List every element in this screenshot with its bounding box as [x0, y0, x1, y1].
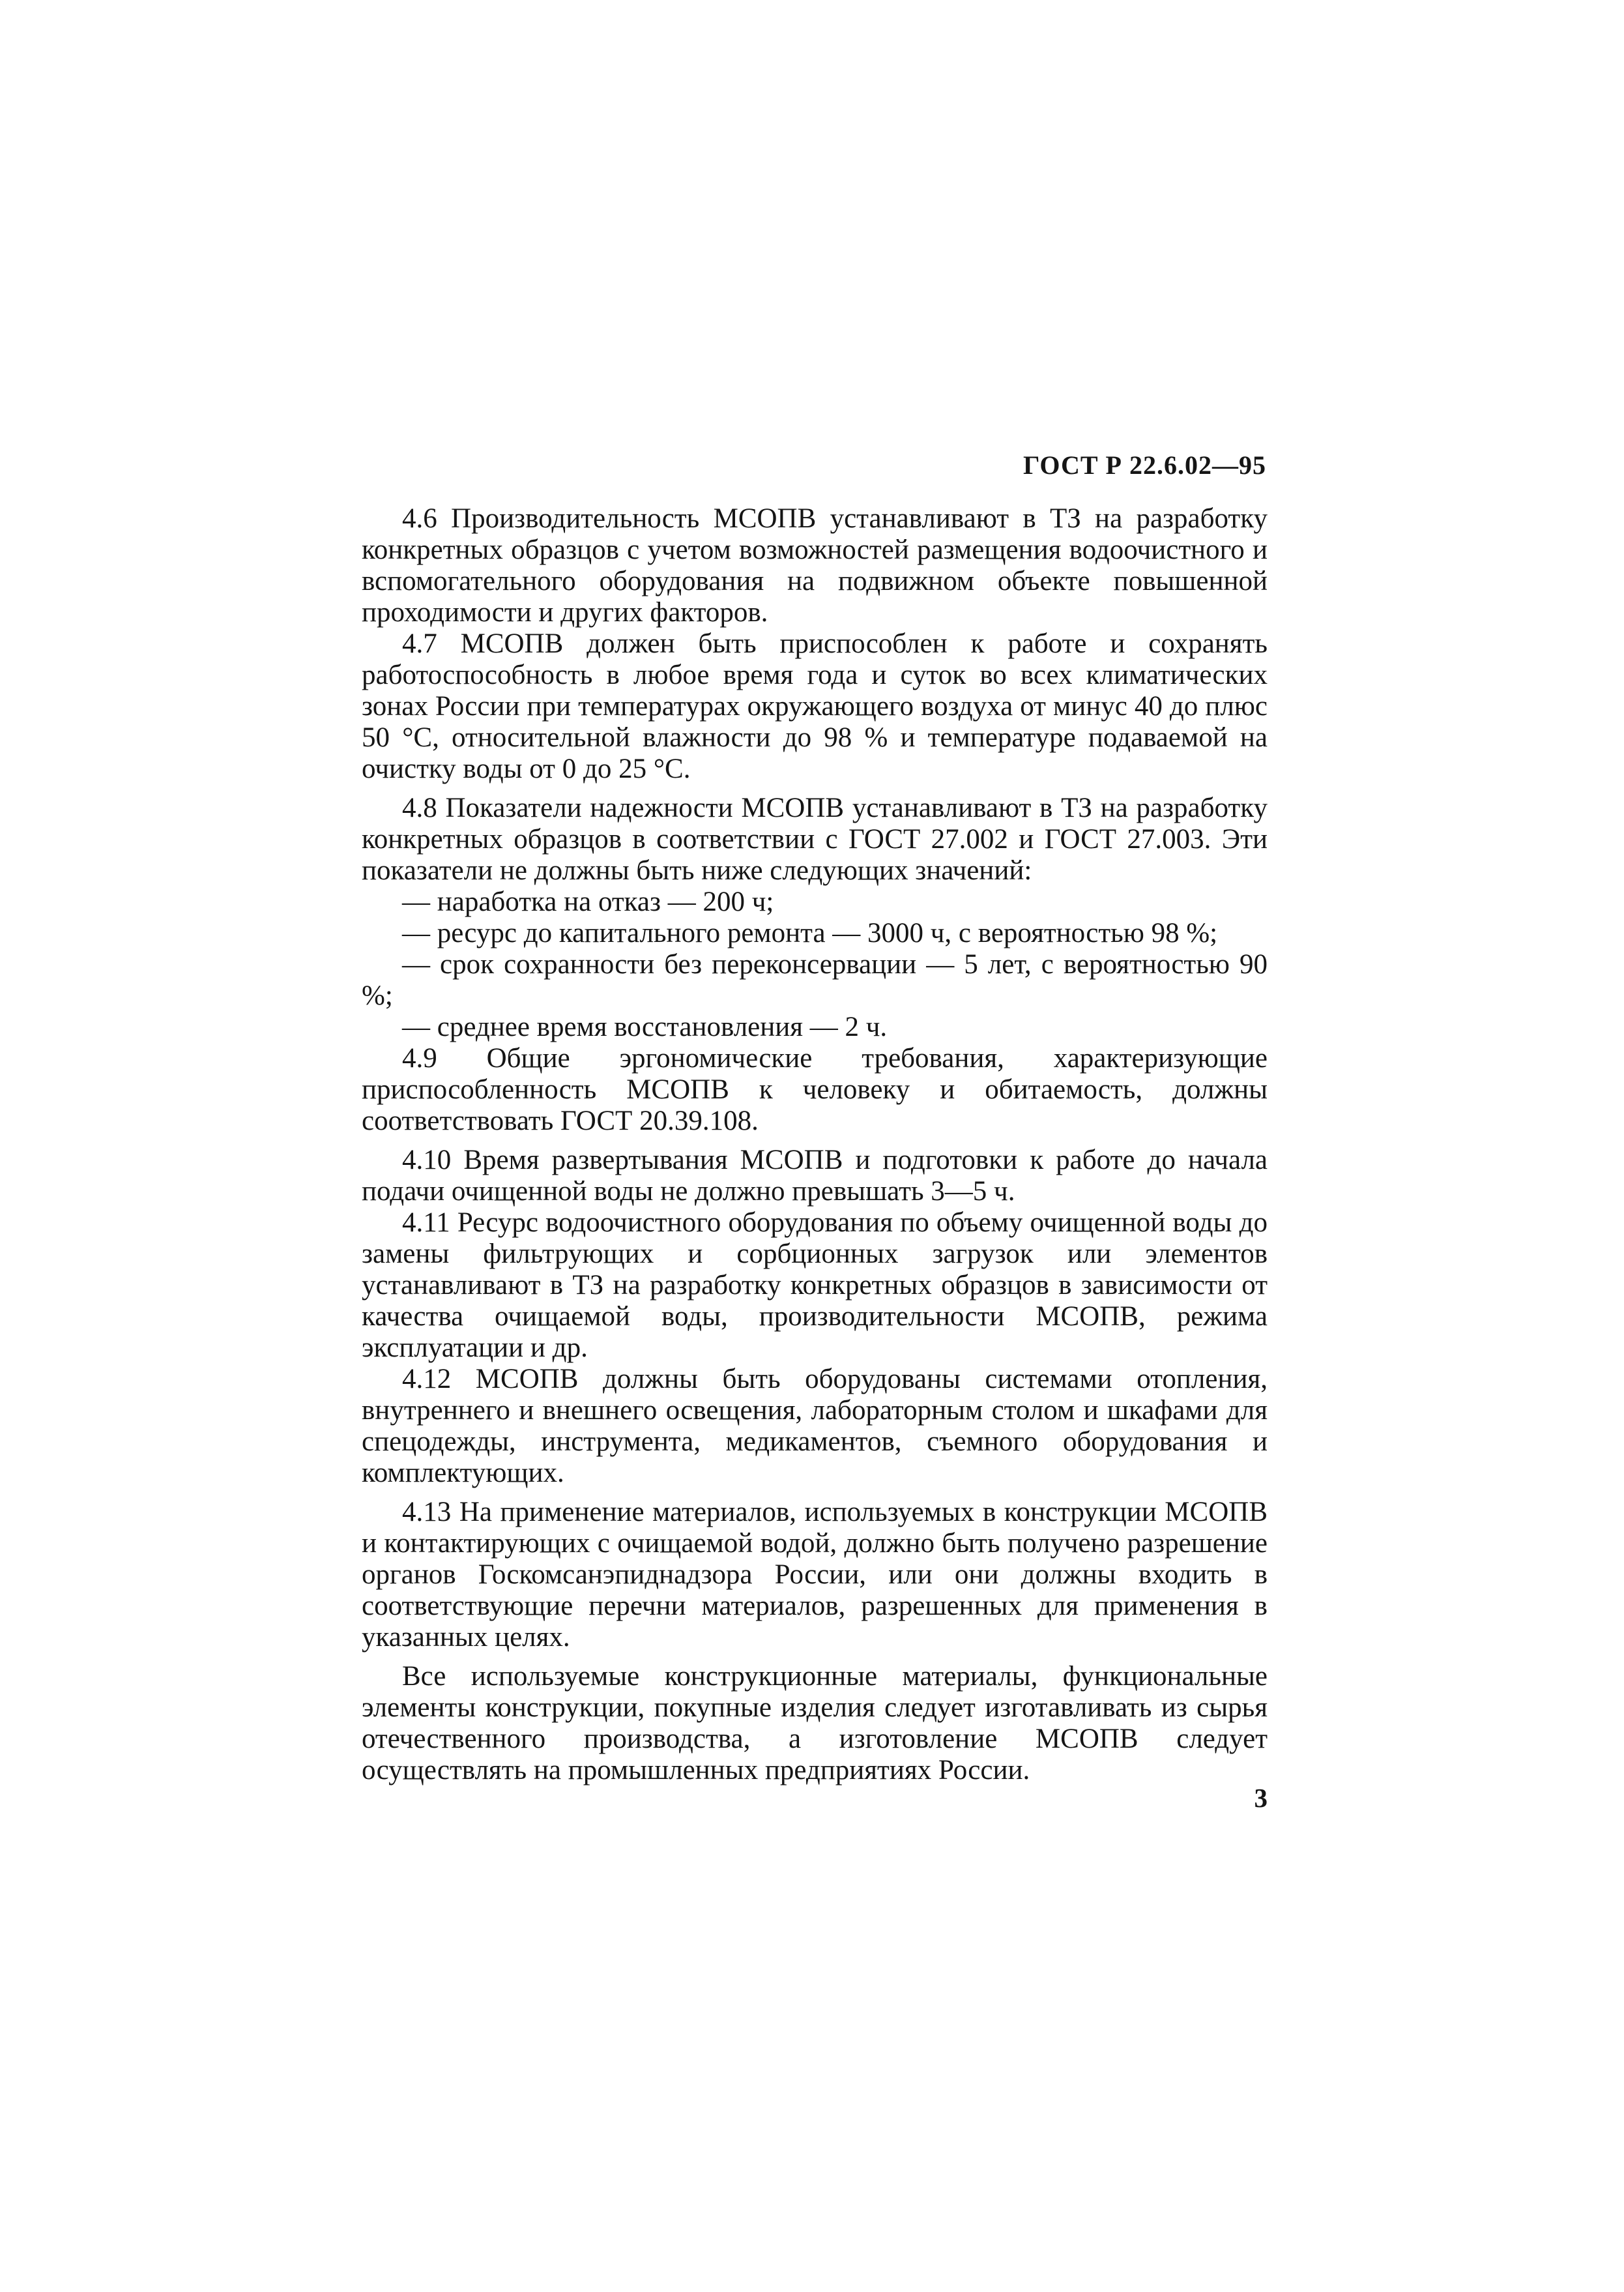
- paragraph-4-12: 4.12 МСОПВ должны быть оборудованы системами отопления, внутреннего и внешнего освещения, лабораторным столом и шкафами для спецодежды, инструмента, медикаментов, съемного оборудования и комплектующих.: [362, 1364, 1268, 1488]
- list-item: — ресурс до капитального ремонта — 3000 ч, с вероятностью 98 %;: [402, 918, 1218, 948]
- paragraph-4-9: 4.9 Общие эргономические требования, характеризующие приспособленность МСОПВ к человеку и обитаемость, должны соответствовать ГОСТ 20.39.108.: [362, 1043, 1268, 1136]
- list-item: — срок сохранности без переконсервации — 5 лет, с вероятностью 90 %;: [362, 949, 1268, 1011]
- page-number: 3: [1254, 1783, 1268, 1813]
- paragraph-4-10: 4.10 Время развертывания МСОПВ и подготовки к работе до начала подачи очищенной воды не должно превышать 3—5 ч.: [362, 1145, 1268, 1207]
- document-body: [362, 503, 1268, 1786]
- list-item: — наработка на отказ — 200 ч;: [402, 887, 774, 917]
- document-header: ГОСТ Р 22.6.02—95: [1022, 450, 1266, 480]
- paragraph-4-8: 4.8 Показатели надежности МСОПВ устанавливают в ТЗ на разработку конкретных образцов в соответствии с ГОСТ 27.002 и ГОСТ 27.003. Эти показатели не должны быть ниже следующих значений:: [362, 793, 1268, 886]
- paragraph-4-7: 4.7 МСОПВ должен быть приспособлен к работе и сохранять работоспособность в любое время года и суток во всех климатических зонах России при температурах окружающего воздуха от минус 40 до плюс 50 °С, относительной влажности до 98 % и температуре подаваемой на очистку воды от 0 до 25 °С.: [362, 628, 1268, 784]
- paragraph-materials: Все используемые конструкционные материалы, функциональные элементы конструкции, покупные изделия следует изготавливать из сырья отечественного производства, а изготовление МСОПВ следует осуществлять на промышленных предприятиях России.: [362, 1661, 1268, 1785]
- paragraph-4-11: 4.11 Ресурс водоочистного оборудования по объему очищенной воды до замены фильтрующих и сорбционных загрузок или элементов устанавливают в ТЗ на разработку конкретных образцов в зависимости от качества очищаемой воды, производительности МСОПВ, режима эксплуатации и др.: [362, 1207, 1268, 1363]
- paragraph-4-13: 4.13 На применение материалов, используемых в конструкции МСОПВ и контактирующих с очищаемой водой, должно быть получено разрешение органов Госкомсанэпиднадзора России, или они должны входить в соответствующие перечни материалов, разрешенных для применения в указанных целях.: [362, 1497, 1268, 1653]
- list-item: — среднее время восстановления — 2 ч.: [402, 1012, 888, 1042]
- paragraph-4-6: 4.6 Производительность МСОПВ устанавливают в ТЗ на разработку конкретных образцов с учетом возможностей размещения водоочистного и вспомогательного оборудования на подвижном объекте повышенной проходимости и других факторов.: [362, 503, 1268, 628]
